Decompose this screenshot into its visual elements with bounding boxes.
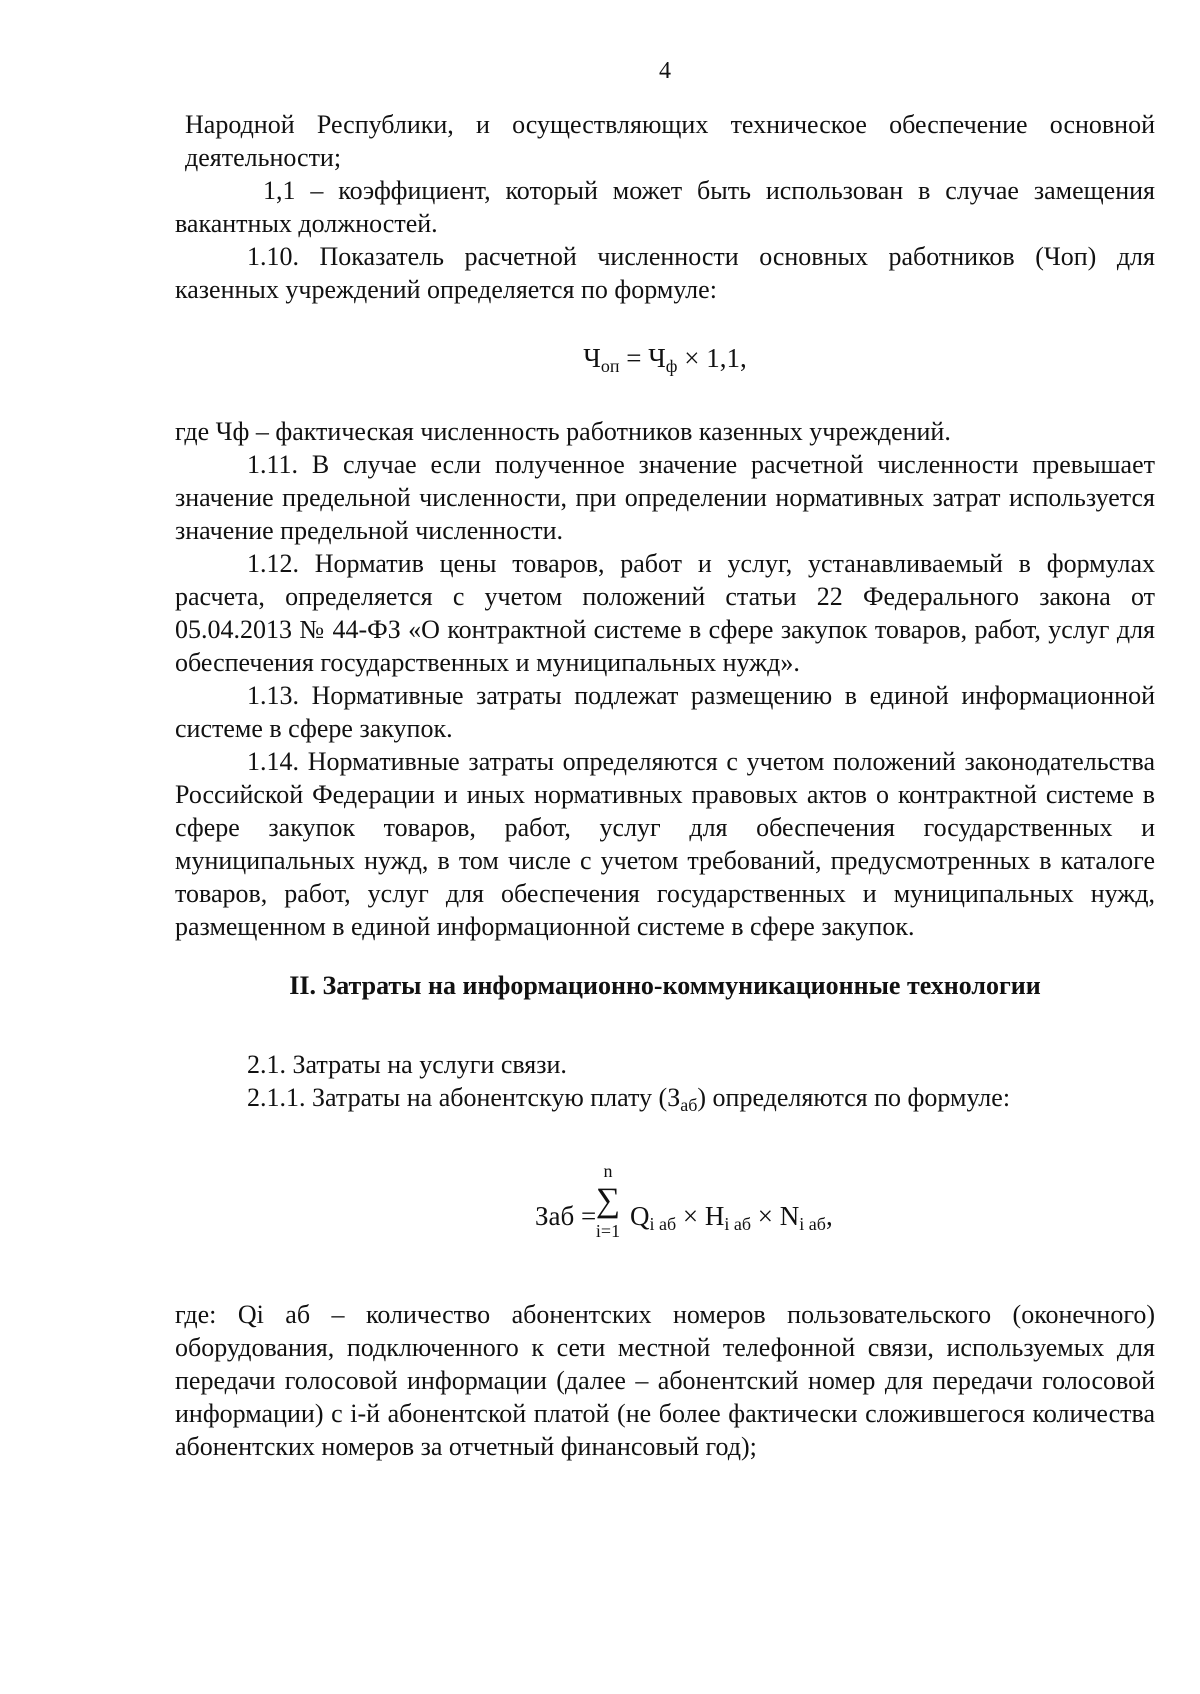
paragraph-where-q: где: Qi аб – количество абонентских номеров пользовательского (оконечного) оборудования, подключенного к сети местной телефонной связи, используемых для передачи голосовой информации (далее – абонентский номер для передачи голосовой информации) с i-й абонентской платой (не более фактически сложившегося количества абонентских номеров за отчетный финансовый год);	[175, 1300, 1155, 1461]
sigma-icon: ∑	[595, 1182, 621, 1219]
paragraph-1-13: 1.13. Нормативные затраты подлежат размещению в единой информационной системе в сфере закупок.	[175, 681, 1155, 743]
formula-subscription-fee	[175, 1160, 1155, 1270]
formula-staff-count: $Ч_{оп} = Ч_ф \times 1,1$,	[583, 343, 747, 376]
paragraph-coefficient: 1,1 – коэффициент, который может быть использован в случае замещения вакантных должностей.	[175, 176, 1155, 238]
document-body	[175, 108, 1155, 1463]
formula-rhs: $Q_{i аб} \times H_{i аб} \times N_{i аб}$,	[630, 1201, 833, 1234]
section-heading: II. Затраты на информационно-коммуникационные технологии	[289, 971, 1041, 1000]
page-number: 4	[659, 58, 671, 84]
sigma-block	[588, 1160, 628, 1242]
paragraph-1-11: 1.11. В случае если полученное значение расчетной численности превышает значение предельной численности, при определении нормативных затрат используется значение предельной численности.	[175, 450, 1155, 545]
paragraph-2-1-1: 2.1.1. Затраты на абонентскую плату $(З_{аб})$ определяются по формуле:	[247, 1083, 1011, 1115]
paragraph-where-chf: где Чф – фактическая численность работников казенных учреждений.	[175, 417, 951, 446]
paragraph-continuation: Народной Республики, и осуществляющих техническое обеспечение основной деятельности;	[185, 110, 1155, 172]
paragraph-1-14: 1.14. Нормативные затраты определяются с учетом положений законодательства Российской Федерации и иных нормативных правовых актов о контрактной системе в сфере закупок товаров, работ, услуг для обеспечения государственных и муниципальных нужд, в том числе с учетом требований, предусмотренных в каталоге товаров, работ, услуг для обеспечения государственных и муниципальных нужд, размещенном в единой информационной системе в сфере закупок.	[175, 747, 1155, 941]
paragraph-1-12: 1.12. Норматив цены товаров, работ и услуг, устанавливаемый в формулах расчета, определяется с учетом положений статьи 22 Федерального закона от 05.04.2013 № 44-ФЗ «О контрактной системе в сфере закупок товаров, работ, услуг для обеспечения государственных и муниципальных нужд».	[175, 549, 1155, 677]
paragraph-1-10: 1.10. Показатель расчетной численности основных работников (Чоп) для казенных учреждений определяется по формуле:	[175, 242, 1155, 304]
sigma-upper-limit: n	[603, 1161, 613, 1181]
paragraph-2-1: 2.1. Затраты на услуги связи.	[247, 1050, 567, 1079]
formula-lhs: Заб =	[535, 1201, 597, 1231]
sigma-lower-limit: i=1	[595, 1221, 621, 1241]
